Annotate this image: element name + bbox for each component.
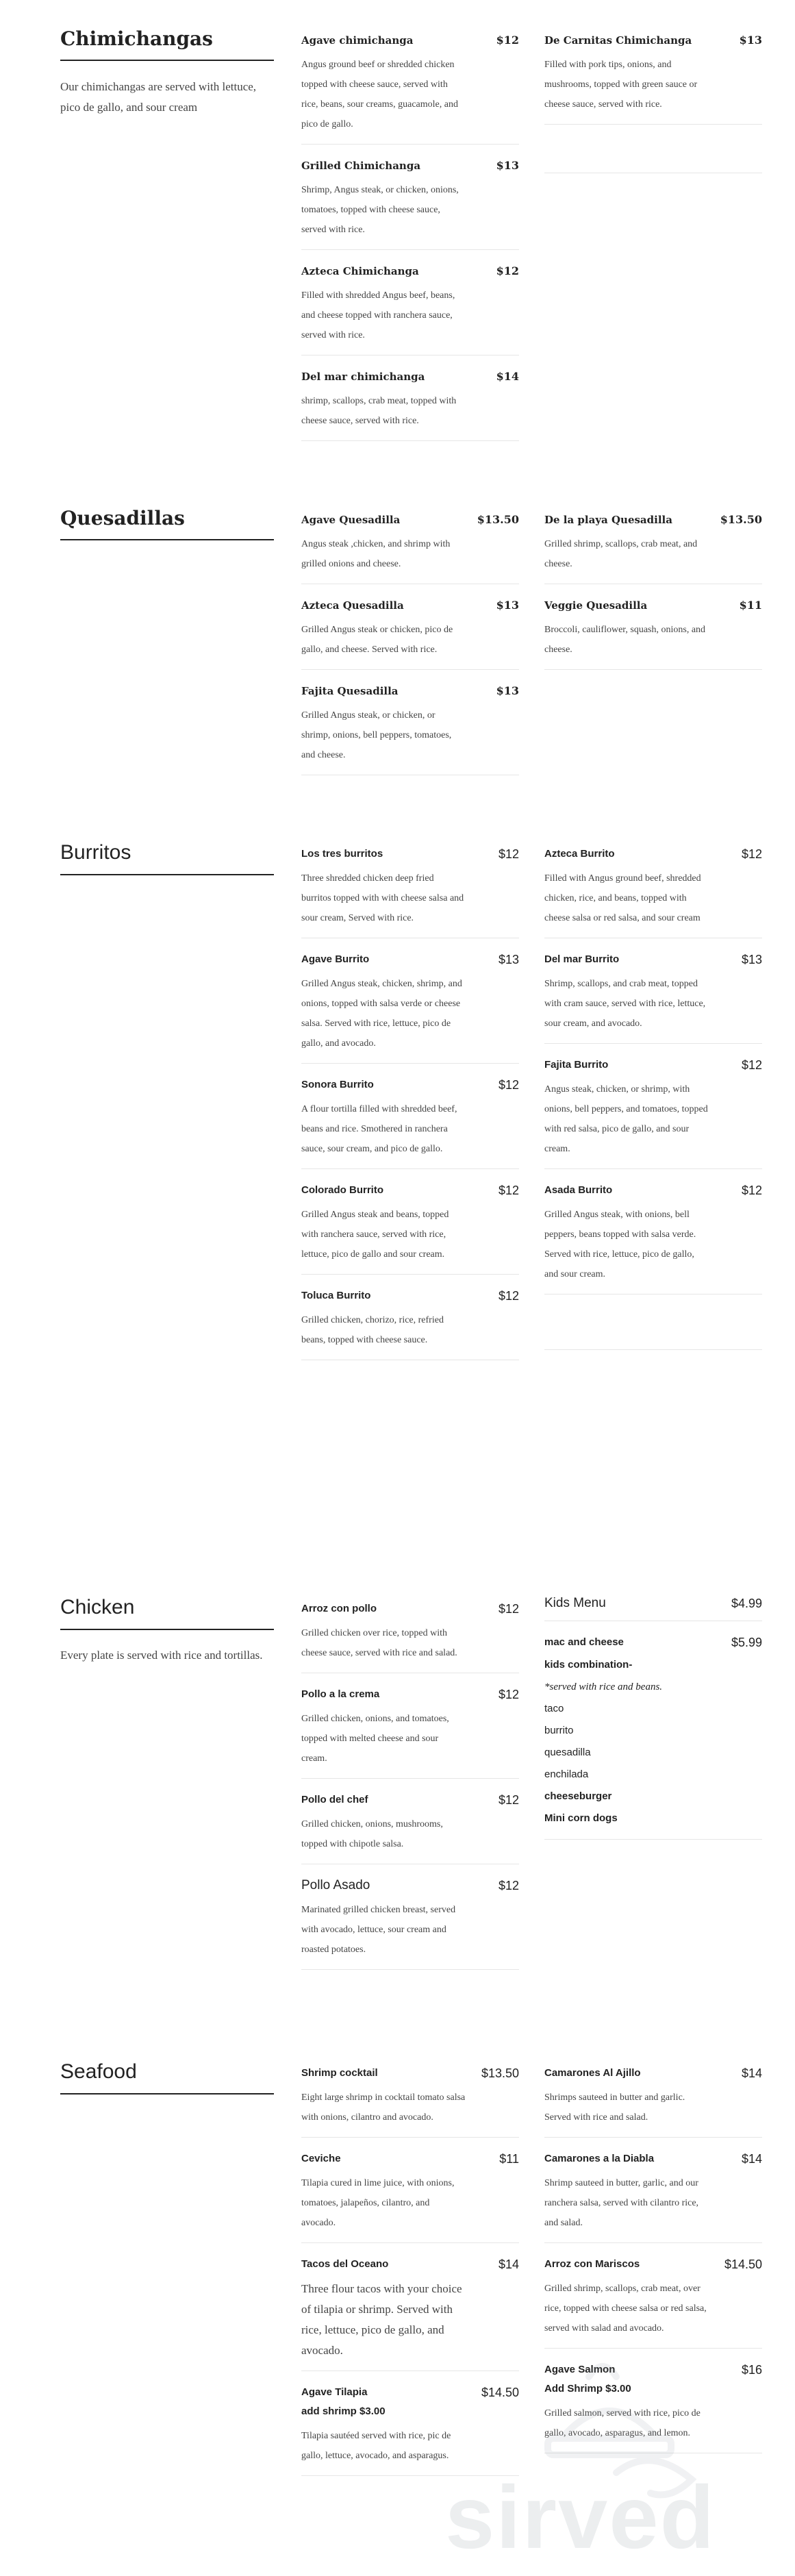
item-name: Arroz con Mariscos bbox=[544, 2258, 640, 2270]
menu-column-right bbox=[544, 512, 762, 684]
menu-item bbox=[544, 2066, 762, 2138]
menu-item bbox=[301, 264, 519, 355]
item-name: Agave Salmon bbox=[544, 2364, 616, 2375]
item-name: Toluca Burrito bbox=[301, 1290, 371, 1301]
item-description: Grilled chicken, onions, mushrooms, topped with chipotle salsa. bbox=[301, 1819, 443, 1849]
item-name: Camarones a la Diabla bbox=[544, 2153, 655, 2164]
item-price: $14 bbox=[741, 2152, 762, 2166]
list-item: Mini corn dogs bbox=[544, 1812, 618, 1824]
item-price: $12 bbox=[498, 847, 519, 861]
item-name: mac and cheese bbox=[544, 1636, 624, 1648]
item-price: $14 bbox=[496, 370, 519, 383]
menu-item bbox=[544, 2257, 762, 2349]
item-description: Filled with Angus ground beef, shredded chicken, rice, and beans, topped with cheese salsa or red salsa, and sour cream bbox=[544, 873, 701, 923]
section-title: Chimichangas bbox=[60, 27, 274, 61]
item-description: Grilled chicken over rice, topped with cheese sauce, served with rice and salad. bbox=[301, 1628, 457, 1658]
section-title: Seafood bbox=[60, 2060, 274, 2094]
item-name: Azteca Chimichanga bbox=[301, 265, 419, 277]
menu-item bbox=[301, 1183, 519, 1275]
kids-combo-list bbox=[544, 1654, 762, 1829]
divider bbox=[544, 1349, 762, 1350]
menu-item bbox=[301, 1288, 519, 1360]
item-price: $11 bbox=[739, 599, 762, 612]
item-description: Angus ground beef or shredded chicken topped with cheese sauce, served with rice, beans, sour creams, guacamole, and pico de gallo. bbox=[301, 60, 458, 129]
item-name: Pollo del chef bbox=[301, 1794, 368, 1805]
item-price: $12 bbox=[496, 264, 519, 277]
item-price: $16 bbox=[741, 2363, 762, 2377]
item-description: Shrimps sauteed in butter and garlic. Served with rice and salad. bbox=[544, 2092, 685, 2123]
list-item: cheeseburger bbox=[544, 1790, 612, 1802]
item-price: $12 bbox=[498, 1879, 519, 1892]
item-description: Filled with pork tips, onions, and mushrooms, topped with green sauce or cheese sauce, served with rice. bbox=[544, 60, 698, 110]
menu-item bbox=[301, 1878, 519, 1970]
item-description: Three flour tacos with your choice of tilapia or shrimp. Served with rice, lettuce, pico de gallo, and avocado. bbox=[301, 2282, 462, 2357]
item-price: $13 bbox=[496, 599, 519, 612]
menu-item bbox=[301, 1792, 519, 1864]
menu-item bbox=[301, 1687, 519, 1779]
item-description: Shrimp, scallops, and crab meat, topped with cram sauce, served with rice, lettuce, sour cream, and avocado. bbox=[544, 979, 706, 1029]
menu-item bbox=[544, 1058, 762, 1169]
section-title: Burritos bbox=[60, 841, 274, 875]
item-description: Tilapia cured in lime juice, with onions, tomatoes, jalapeños, cilantro, and avocado. bbox=[301, 2178, 455, 2228]
menu-item bbox=[301, 847, 519, 938]
item-name: Sonora Burrito bbox=[301, 1079, 374, 1090]
item-description: shrimp, scallops, crab meat, topped with cheese sauce, served with rice. bbox=[301, 396, 457, 426]
item-name: Agave Burrito bbox=[301, 953, 370, 965]
item-price: $12 bbox=[741, 847, 762, 861]
item-description: Grilled Angus steak, or chicken, or shrimp, onions, bell peppers, tomatoes, and cheese. bbox=[301, 710, 452, 760]
item-name: Veggie Quesadilla bbox=[544, 599, 648, 612]
item-description: Shrimp, Angus steak, or chicken, onions, tomatoes, topped with cheese sauce, served with rice. bbox=[301, 185, 459, 235]
item-price: $12 bbox=[741, 1184, 762, 1197]
item-name: Azteca Quesadilla bbox=[301, 599, 404, 612]
list-item: *served with rice and beans. bbox=[544, 1681, 663, 1692]
menu-item bbox=[544, 598, 762, 670]
item-price: $13 bbox=[496, 159, 519, 172]
item-description: A flour tortilla filled with shredded beef, beans and rice. Smothered in ranchera sauce, sour cream, and pico de gallo. bbox=[301, 1104, 457, 1154]
item-price: $14 bbox=[498, 2258, 519, 2271]
item-name: Pollo a la crema bbox=[301, 1688, 380, 1700]
list-item: kids combination- bbox=[544, 1659, 633, 1671]
item-description: Grilled salmon, served with rice, pico de gallo, avocado, asparagus, and lemon. bbox=[544, 2408, 701, 2438]
section-title: Quesadillas bbox=[60, 507, 274, 540]
menu-column-right bbox=[544, 33, 762, 173]
menu-item bbox=[544, 2151, 762, 2243]
item-description: Grilled Angus steak, chicken, shrimp, and onions, topped with salsa verde or cheese salsa. Served with rice, lettuce, pico de gallo, and avocado. bbox=[301, 979, 462, 1049]
list-item: enchilada bbox=[544, 1768, 589, 1780]
menu-item bbox=[301, 1601, 519, 1673]
section-description: Every plate is served with rice and tortillas. bbox=[60, 1649, 263, 1662]
item-description: Eight large shrimp in cocktail tomato salsa with onions, cilantro and avocado. bbox=[301, 2092, 466, 2123]
item-price: $5.99 bbox=[731, 1636, 762, 1649]
menu-item bbox=[544, 952, 762, 1044]
menu-column-left bbox=[301, 847, 519, 1374]
item-name: Azteca Burrito bbox=[544, 848, 615, 860]
item-price: $12 bbox=[741, 1058, 762, 1072]
item-name: Agave Tilapia bbox=[301, 2386, 368, 2398]
item-price: $12 bbox=[498, 1289, 519, 1303]
item-name: Los tres burritos bbox=[301, 848, 383, 860]
item-name: Grilled Chimichanga bbox=[301, 160, 421, 172]
item-description: Grilled shrimp, scallops, crab meat, over rice, topped with cheese salsa or red salsa, served with salad and avocado. bbox=[544, 2284, 707, 2334]
item-description: Marinated grilled chicken breast, served with avocado, lettuce, sour cream and roasted potatoes. bbox=[301, 1905, 456, 1955]
item-name: Shrimp cocktail bbox=[301, 2067, 378, 2079]
menu-item bbox=[301, 2066, 519, 2138]
item-price: $12 bbox=[498, 1184, 519, 1197]
item-description: Grilled Angus steak or chicken, pico de gallo, and cheese. Served with rice. bbox=[301, 625, 453, 655]
item-description: Grilled chicken, onions, and tomatoes, topped with melted cheese and sour cream. bbox=[301, 1714, 449, 1764]
item-description: Grilled shrimp, scallops, crab meat, and cheese. bbox=[544, 539, 698, 569]
item-price: $13 bbox=[496, 684, 519, 697]
menu-item bbox=[544, 1596, 762, 1621]
item-name: Fajita Quesadilla bbox=[301, 685, 399, 697]
menu-item bbox=[301, 598, 519, 670]
menu-item bbox=[301, 158, 519, 250]
menu-item bbox=[544, 33, 762, 125]
watermark-text: sirved bbox=[445, 2467, 716, 2567]
menu-item bbox=[301, 684, 519, 775]
menu-item bbox=[301, 512, 519, 584]
menu-column-left bbox=[301, 512, 519, 789]
item-name: Del mar Burrito bbox=[544, 953, 620, 965]
item-description: Shrimp sauteed in butter, garlic, and our ranchera salsa, served with cilantro rice, and salad. bbox=[544, 2178, 699, 2228]
item-price: $12 bbox=[498, 1688, 519, 1701]
menu-column-left bbox=[301, 1601, 519, 1984]
item-price: $12 bbox=[496, 34, 519, 47]
item-price: $4.99 bbox=[731, 1597, 762, 1610]
item-description: Three shredded chicken deep fried burritos topped with with cheese salsa and sour cream, Served with rice. bbox=[301, 873, 464, 923]
menu-item bbox=[301, 1077, 519, 1169]
kids-menu-column bbox=[544, 1596, 762, 1853]
menu-item bbox=[544, 512, 762, 584]
item-description: Grilled Angus steak and beans, topped with ranchera sauce, served with rice, lettuce, pico de gallo and sour cream. bbox=[301, 1210, 449, 1260]
menu-item bbox=[544, 1183, 762, 1295]
item-price: $11 bbox=[499, 2152, 519, 2166]
item-name: Tacos del Oceano bbox=[301, 2258, 389, 2270]
menu-item bbox=[544, 1635, 762, 1840]
menu-item bbox=[301, 952, 519, 1064]
menu-column-left bbox=[301, 33, 519, 455]
menu-column-right bbox=[544, 847, 762, 1350]
item-price: $13 bbox=[498, 953, 519, 966]
item-price: $13.50 bbox=[477, 513, 519, 526]
item-price: $12 bbox=[498, 1793, 519, 1807]
list-item: quesadilla bbox=[544, 1747, 591, 1758]
item-price: $13 bbox=[739, 34, 762, 47]
menu-item bbox=[301, 33, 519, 145]
menu-item bbox=[301, 2151, 519, 2243]
item-description: Angus steak, chicken, or shrimp, with onions, bell peppers, and tomatoes, topped with red salsa, pico de gallo, and sour cream. bbox=[544, 1084, 708, 1154]
section-description: Our chimichangas are served with lettuce, pico de gallo, and sour cream bbox=[60, 80, 257, 114]
item-name: Kids Menu bbox=[544, 1596, 606, 1610]
item-name: Fajita Burrito bbox=[544, 1059, 609, 1071]
list-item: taco bbox=[544, 1703, 564, 1714]
item-price: $14.50 bbox=[724, 2258, 762, 2271]
item-description: Filled with shredded Angus beef, beans, and cheese topped with ranchera sauce, served with rice. bbox=[301, 290, 455, 340]
item-price: $13.50 bbox=[481, 2066, 519, 2080]
item-name: Agave chimichanga bbox=[301, 34, 414, 47]
item-price: $14 bbox=[741, 2066, 762, 2080]
item-price: $14.50 bbox=[481, 2386, 519, 2399]
item-name: Del mar chimichanga bbox=[301, 371, 425, 383]
item-description: Angus steak ,chicken, and shrimp with grilled onions and cheese. bbox=[301, 539, 451, 569]
item-name: Asada Burrito bbox=[544, 1184, 613, 1196]
item-price: $13.50 bbox=[720, 513, 762, 526]
item-addon: add shrimp $3.00 bbox=[301, 2405, 386, 2417]
list-item: burrito bbox=[544, 1725, 574, 1736]
item-name: Camarones Al Ajillo bbox=[544, 2067, 641, 2079]
menu-item bbox=[301, 369, 519, 441]
item-price: $12 bbox=[498, 1078, 519, 1092]
item-description: Grilled chicken, chorizo, rice, refried beans, topped with cheese sauce. bbox=[301, 1315, 444, 1345]
item-description: Grilled Angus steak, with onions, bell peppers, beans topped with salsa verde. Served with rice, lettuce, pico de gallo, and sour cream. bbox=[544, 1210, 696, 1279]
item-name: De la playa Quesadilla bbox=[544, 514, 672, 526]
item-price: $12 bbox=[498, 1602, 519, 1616]
item-price: $13 bbox=[741, 953, 762, 966]
item-description: Broccoli, cauliflower, squash, onions, and cheese. bbox=[544, 625, 706, 655]
menu-item bbox=[544, 847, 762, 938]
section-title: Chicken bbox=[60, 1596, 274, 1630]
item-addon: Add Shrimp $3.00 bbox=[544, 2383, 631, 2394]
item-description: Tilapia sautéed served with rice, pic de gallo, lettuce, avocado, and asparagus. bbox=[301, 2431, 451, 2461]
item-name: De Carnitas Chimichanga bbox=[544, 34, 692, 47]
item-name: Pollo Asado bbox=[301, 1878, 370, 1892]
item-name: Colorado Burrito bbox=[301, 1184, 383, 1196]
item-name: Ceviche bbox=[301, 2153, 341, 2164]
item-name: Arroz con pollo bbox=[301, 1603, 377, 1614]
item-name: Agave Quesadilla bbox=[301, 514, 401, 526]
